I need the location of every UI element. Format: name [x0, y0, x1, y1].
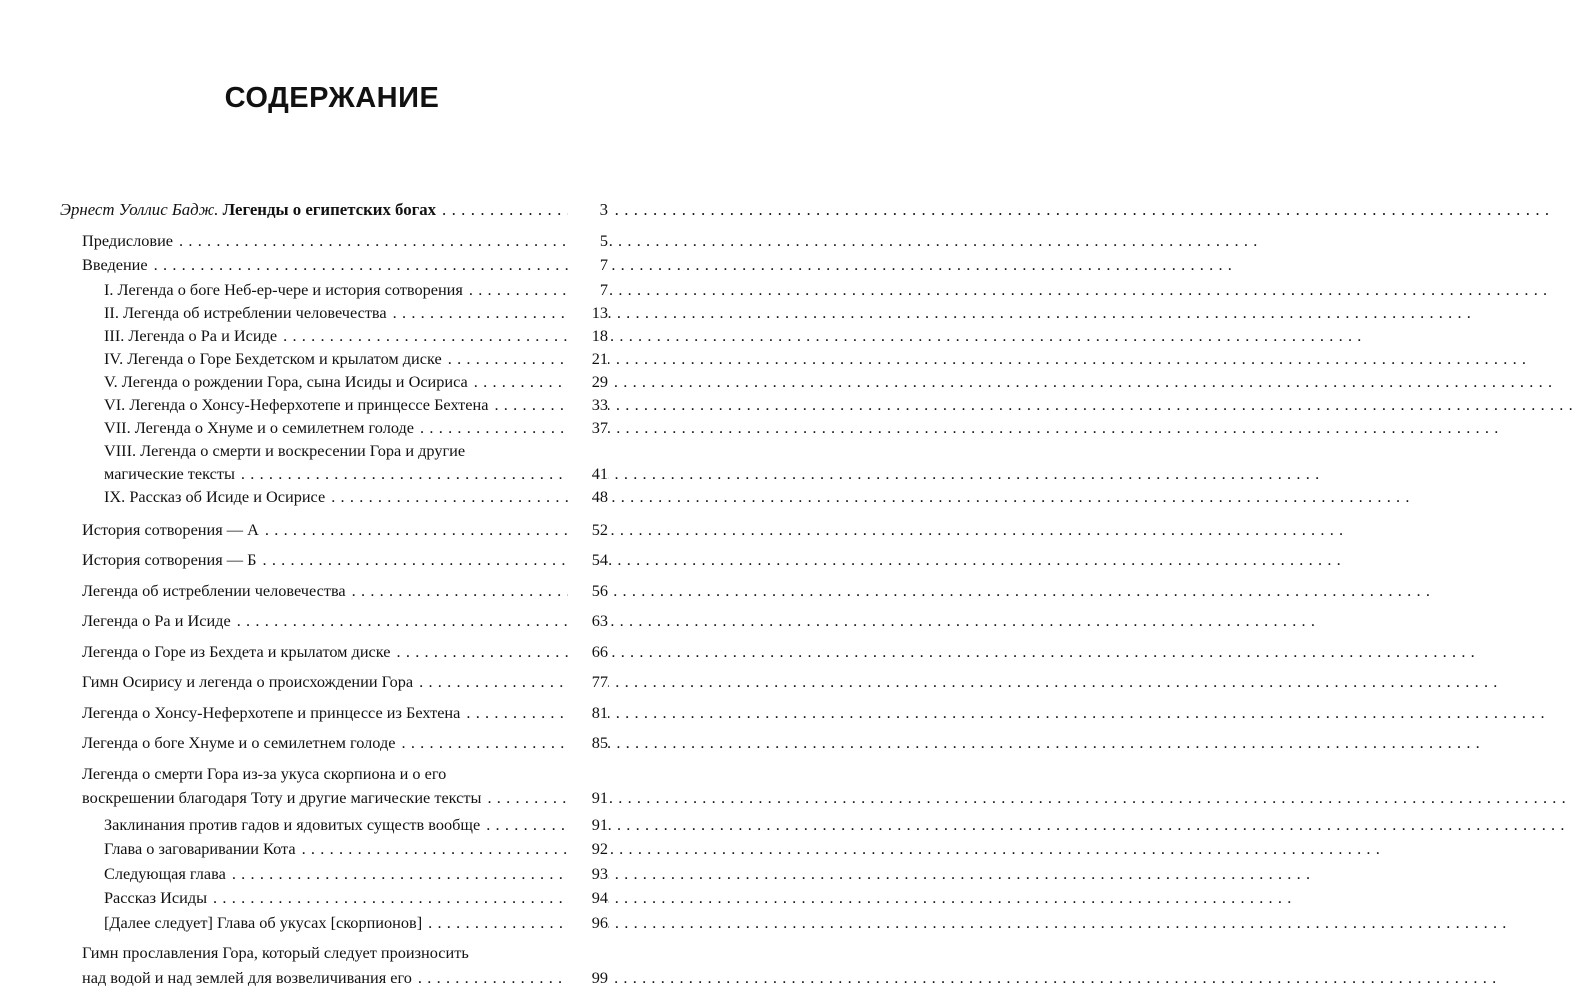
- toc-entry: [0, 862, 664, 887]
- dot-leader: [494, 393, 1573, 416]
- dot-leader: [469, 278, 1548, 301]
- toc-entry: [0, 370, 664, 393]
- entry-text: магические тексты: [104, 463, 235, 483]
- page-number: 81: [568, 701, 608, 726]
- entry-text: Легенда о Горе из Бехдета и крылатом диске: [82, 641, 391, 661]
- toc-entry: [0, 701, 664, 726]
- toc-entry: [0, 416, 664, 439]
- dot-leader: [352, 579, 1431, 604]
- toc-entry: [0, 347, 664, 370]
- page-number: 66: [568, 640, 608, 665]
- toc-entry: [0, 278, 664, 301]
- toc-entry: [0, 941, 664, 990]
- entry-text: Предисловие: [82, 230, 174, 250]
- toc-entry: [0, 485, 664, 508]
- entry-text: Рассказ Исиды: [104, 888, 208, 907]
- toc-entry-main: [0, 198, 664, 223]
- dot-leader: [474, 370, 1553, 393]
- page-title: СОДЕРЖАНИЕ: [224, 82, 440, 114]
- page-number: 91: [568, 813, 608, 838]
- entry-text: VI. Легенда о Хонсу-Неферхотепе и принцессе Бехтена: [104, 394, 489, 414]
- page-number: 54: [568, 548, 608, 573]
- toc-entry: [0, 762, 664, 811]
- dot-leader: [442, 198, 1550, 223]
- toc-entry: [0, 324, 664, 347]
- toc-entry: [0, 253, 664, 278]
- page-number: 3: [568, 198, 608, 223]
- dot-leader: [448, 347, 1527, 370]
- entry-text-line1: VIII. Легенда о смерти и воскресении Гора и другие: [104, 440, 466, 460]
- dot-leader: [241, 462, 1320, 485]
- table-of-contents: [0, 198, 664, 990]
- toc-page: [0, 0, 664, 1000]
- page-number: 13: [568, 301, 608, 324]
- toc-entry: [0, 886, 664, 911]
- page-number: 29: [568, 370, 608, 393]
- entry-author: Эрнест Уоллис Бадж.: [60, 200, 219, 219]
- dot-leader: [265, 518, 1344, 543]
- toc-entry: [0, 813, 664, 838]
- entry-text: над водой и над землей для возвеличивания его: [82, 967, 412, 987]
- page-number: 56: [568, 579, 608, 604]
- entry-text: Глава о заговаривании Кота: [104, 839, 296, 858]
- dot-leader: [397, 640, 1476, 665]
- dot-leader: [466, 701, 1545, 726]
- page-number: 5: [568, 229, 608, 254]
- toc-entry: [0, 911, 664, 936]
- entry-text: Легенда об истреблении человечества: [82, 580, 346, 600]
- entry-text: Легенда о боге Хнуме и о семилетнем голоде: [82, 733, 396, 752]
- entry-text: IX. Рассказ об Исиде и Осирисе: [104, 486, 326, 506]
- toc-entry: [0, 837, 664, 862]
- entry-text: IV. Легенда о Горе Бехдетском и крылатом диске: [104, 348, 442, 368]
- entry-text: Заклинания против гадов и ядовитых существ вообще: [104, 814, 481, 834]
- entry-text: воскрешении благодаря Тоту и другие магические тексты: [82, 788, 482, 807]
- toc-entry: [0, 301, 664, 324]
- entry-text: III. Легенда о Ра и Исиде: [104, 325, 278, 345]
- page-number: 96: [568, 911, 608, 936]
- entry-text: I. Легенда о боге Неб-ер-чере и история сотворения: [104, 279, 463, 299]
- dot-leader: [237, 609, 1316, 634]
- page-number: 93: [568, 862, 608, 887]
- entry-text: Легенда о Ра и Исиде: [82, 611, 231, 630]
- page-number: 33: [568, 393, 608, 416]
- dot-leader: [393, 301, 1472, 324]
- entry-title: Легенды о египетских богах: [222, 200, 436, 219]
- dot-leader: [262, 548, 1341, 573]
- entry-text: Легенда о Хонсу-Неферхотепе и принцессе из Бехтена: [82, 702, 461, 722]
- page-number: 63: [568, 609, 608, 634]
- entry-text-line1: Гимн прославления Гора, который следует произносить: [82, 943, 469, 962]
- toc-entry: [0, 229, 664, 254]
- dot-leader: [486, 813, 1565, 838]
- entry-text: [Далее следует] Глава об укусах [скорпионов]: [104, 912, 423, 932]
- dot-leader: [401, 731, 1480, 756]
- toc-entry: [0, 393, 664, 416]
- page-number: 37: [568, 416, 608, 439]
- toc-entry: [0, 609, 664, 634]
- page-number: 94: [568, 886, 608, 911]
- toc-entry: [0, 670, 664, 695]
- dot-leader: [213, 886, 1292, 911]
- page-number: 92: [568, 837, 608, 862]
- page-number: 7: [568, 253, 608, 278]
- entry-text: История сотворения — Б: [82, 550, 257, 569]
- entry-text: Гимн Осирису и легенда о происхождении Гора: [82, 672, 414, 691]
- page-number: 91: [568, 786, 608, 811]
- page-number: 41: [568, 462, 608, 485]
- dot-leader: [331, 485, 1410, 508]
- toc-entry: [0, 548, 664, 573]
- toc-entry: [0, 579, 664, 604]
- entry-text: Введение: [82, 255, 148, 274]
- entry-text: V. Легенда о рождении Гора, сына Исиды и Осириса: [104, 371, 468, 391]
- page-number: 99: [568, 966, 608, 991]
- page-number: 48: [568, 485, 608, 508]
- entry-text: VII. Легенда о Хнуме и о семилетнем голоде: [104, 417, 415, 437]
- dot-leader: [179, 229, 1258, 254]
- page-number: 21: [568, 347, 608, 370]
- page-number: 52: [568, 518, 608, 543]
- entry-text: Следующая глава: [104, 863, 226, 883]
- toc-entry: [0, 439, 664, 485]
- page-number: 85: [568, 731, 608, 756]
- entry-text: II. Легенда об истреблении человечества: [104, 302, 387, 322]
- toc-entry: [0, 731, 664, 756]
- entry-text-line1: Легенда о смерти Гора из-за укуса скорпиона и о его: [82, 763, 447, 783]
- dot-leader: [232, 862, 1311, 887]
- dot-leader: [487, 786, 1566, 811]
- page-number: 18: [568, 324, 608, 347]
- dot-leader: [283, 324, 1362, 347]
- page-number: 7: [568, 278, 608, 301]
- dot-leader: [302, 837, 1381, 862]
- toc-entry: [0, 640, 664, 665]
- entry-text: История сотворения — А: [82, 519, 259, 539]
- toc-entry: [0, 518, 664, 543]
- dot-leader: [154, 253, 1233, 278]
- page-number: 77: [568, 670, 608, 695]
